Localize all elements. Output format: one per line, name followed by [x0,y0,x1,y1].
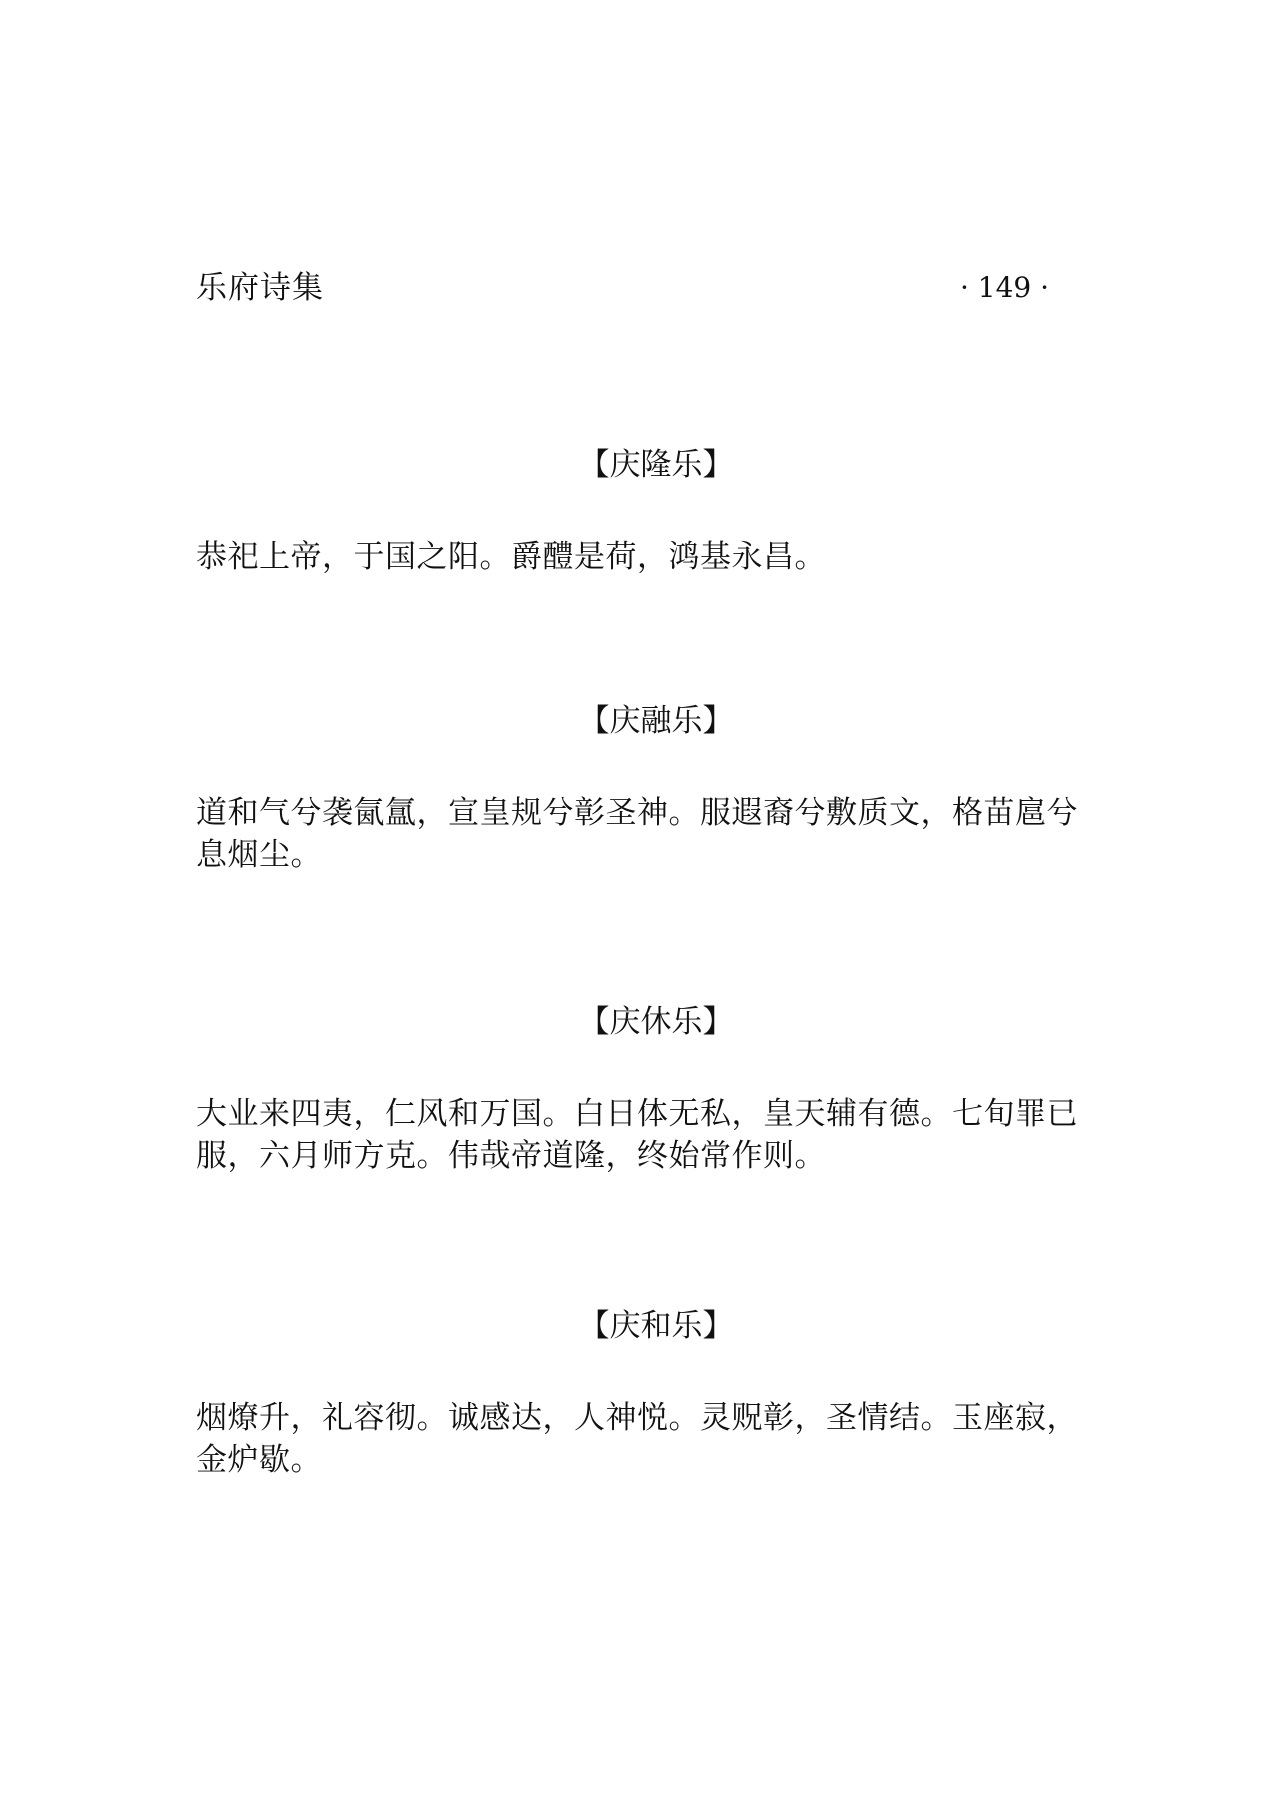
poem-title: 【庆和乐】 [578,1308,734,1344]
page-number: · 149 · [960,271,1050,304]
poem-section [196,1305,1096,1481]
poem-text: 大业来四夷，仁风和万国。白日体无私，皇天辅有德。七旬罪已服，六月师方克。伟哉帝道隆，终始常作则。 [196,1096,1078,1174]
poem-text: 恭祀上帝，于国之阳。爵醴是荷，鸿基永昌。 [196,539,826,575]
running-header-title: 乐府诗集 [196,270,324,306]
poem-section [196,444,1096,578]
poem-text: 道和气兮袭氤氲，宣皇规兮彰圣神。服遐裔兮敷质文，格苗扈兮息烟尘。 [196,795,1078,873]
poem-title: 【庆休乐】 [578,1004,734,1040]
poem-section [196,1001,1096,1177]
poem-section [196,700,1096,876]
poem-title: 【庆融乐】 [578,703,734,739]
poem-text: 烟燎升，礼容彻。诚感达，人神悦。灵贶彰，圣情结。玉座寂，金炉歇。 [196,1400,1078,1478]
poem-title: 【庆隆乐】 [578,447,734,483]
